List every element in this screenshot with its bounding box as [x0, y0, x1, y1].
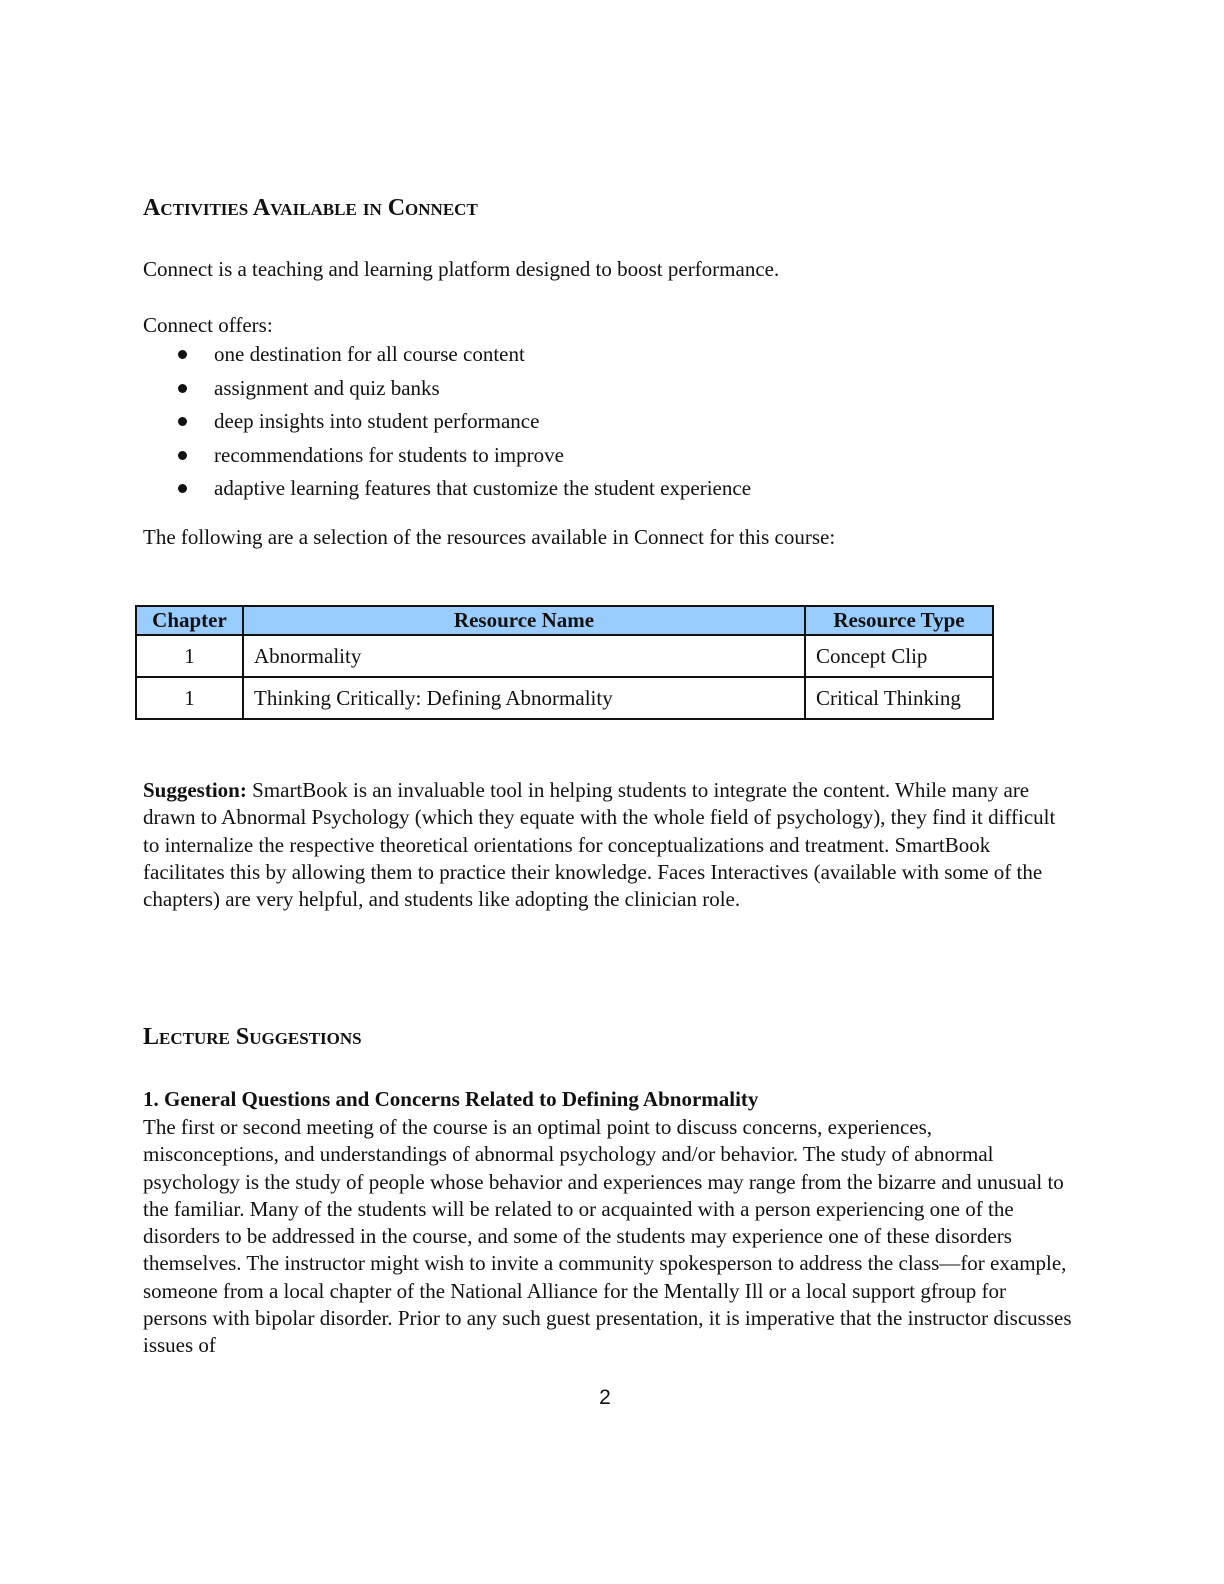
suggestion-lead: Suggestion: [143, 778, 247, 802]
list-item [143, 340, 751, 374]
list-item-text: assignment and quiz banks [214, 375, 440, 400]
suggestion-paragraph [143, 777, 1073, 913]
bullet-icon [178, 417, 187, 426]
table-header-row [136, 606, 993, 635]
cell-chapter: 1 [136, 635, 243, 677]
cell-resource-type: Critical Thinking [805, 677, 993, 719]
resources-intro-text: The following are a selection of the resources available in Connect for this course: [143, 525, 836, 549]
list-item [143, 374, 751, 408]
section-title-activities: Activities Available in Connect [143, 195, 478, 221]
resources-table [135, 605, 994, 720]
connect-offers-list [143, 340, 751, 508]
list-item [143, 407, 751, 441]
table-row [136, 635, 993, 677]
connect-offers-label: Connect offers: [143, 313, 273, 337]
cell-resource-name: Abnormality [243, 635, 805, 677]
list-item-text: one destination for all course content [214, 342, 525, 366]
section-title-lecture-suggestions: Lecture Suggestions [143, 1024, 362, 1050]
bullet-icon [178, 350, 187, 359]
column-header-chapter: Chapter [136, 606, 243, 635]
list-item-text: deep insights into student performance [214, 409, 540, 433]
list-item [143, 474, 751, 508]
suggestion-text: SmartBook is an invaluable tool in helping students to integrate the content. While many are drawn to Abnormal Psychology (which they equate with the whole field of psychology), they find it difficult to internalize the respective theoretical orientations for conceptualizations and treatment. SmartBook facilitates this by allowing them to practice their knowledge. Faces Interactives (available with some of the chapters) are very helpful, and students like adopting the clinician role. [143, 778, 1056, 912]
lecture-subheading: 1. General Questions and Concerns Related to Defining Abnormality [143, 1087, 759, 1111]
table-row [136, 677, 993, 719]
cell-resource-name: Thinking Critically: Defining Abnormality [243, 677, 805, 719]
list-item-text: adaptive learning features that customize the student experience [214, 476, 752, 500]
page-number: 2 [599, 1386, 611, 1409]
list-item-text: recommendations for students to improve [214, 442, 564, 467]
bullet-icon [178, 384, 187, 393]
column-header-resource-type: Resource Type [805, 606, 993, 635]
lecture-body-paragraph: The first or second meeting of the course is an optimal point to discuss concerns, experiences, misconceptions, and understandings of abnormal psychology and/or behavior. The study of abnormal psychology is the study of people whose behavior and experiences may range from the bizarre and unusual to the familiar. Many of the students will be related to or acquainted with a person experiencing one of the disorders to be addressed in the course, and some of the students may experience one of these disorders themselves. The instructor might wish to invite a community spokesperson to address the class—for example, someone from a local chapter of the National Alliance for the Mentally Ill or a local support gfroup for persons with bipolar disorder. Prior to any such guest presentation, it is imperative that the instructor discusses issues of [143, 1115, 1072, 1358]
list-item [143, 441, 751, 475]
cell-chapter: 1 [136, 677, 243, 719]
cell-resource-type: Concept Clip [805, 635, 993, 677]
connect-intro-text: Connect is a teaching and learning platform designed to boost performance. [143, 257, 780, 281]
bullet-icon [178, 451, 187, 460]
column-header-resource-name: Resource Name [243, 606, 805, 635]
bullet-icon [178, 484, 187, 493]
